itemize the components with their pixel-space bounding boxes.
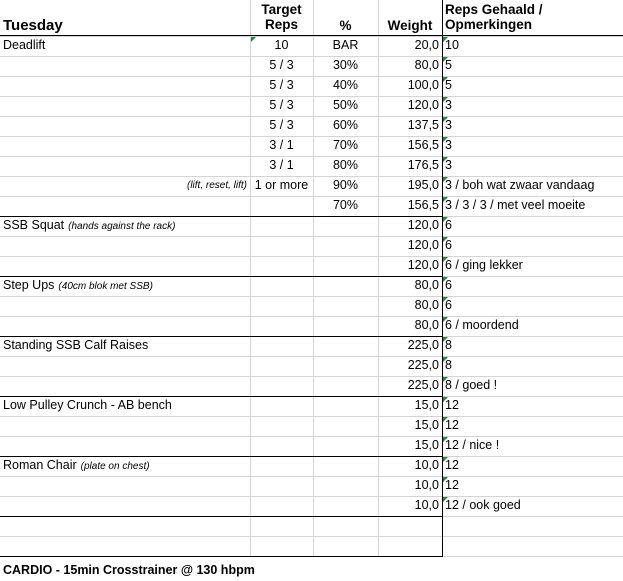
- result-cell[interactable]: 6: [445, 218, 452, 232]
- target-reps-cell[interactable]: 5 / 3: [269, 118, 294, 132]
- weight-cell[interactable]: 120,0: [407, 218, 439, 232]
- result-cell[interactable]: 6 / moordend: [445, 318, 519, 332]
- block-separator: [0, 516, 442, 517]
- weight-cell[interactable]: 225,0: [407, 358, 439, 372]
- sheet-title: Tuesday: [3, 17, 63, 34]
- result-cell[interactable]: 3: [445, 118, 452, 132]
- comment-marker: [443, 237, 448, 242]
- weight-cell[interactable]: 10,0: [414, 498, 439, 512]
- comment-marker: [251, 37, 256, 42]
- comment-marker: [443, 457, 448, 462]
- percent-cell[interactable]: 50%: [332, 98, 359, 112]
- weight-cell[interactable]: 156,5: [407, 138, 439, 152]
- exercise-name[interactable]: [0, 456, 250, 476]
- comment-marker: [443, 277, 448, 282]
- result-cell[interactable]: 3 / 3 / 3 / met veel moeite: [445, 198, 586, 212]
- result-cell[interactable]: 5: [445, 78, 452, 92]
- target-reps-cell[interactable]: 5 / 3: [269, 78, 294, 92]
- exercise-name[interactable]: [0, 336, 250, 356]
- result-cell[interactable]: 6: [445, 298, 452, 312]
- weight-cell[interactable]: 15,0: [414, 398, 439, 412]
- comment-marker: [443, 77, 448, 82]
- result-cell[interactable]: 12 / nice !: [445, 438, 500, 452]
- exercise-note: (hands against the rack): [68, 221, 176, 232]
- weight-cell[interactable]: 10,0: [414, 458, 439, 472]
- target-reps-cell[interactable]: 5 / 3: [269, 98, 294, 112]
- comment-marker: [443, 57, 448, 62]
- header-weight: Weight: [387, 18, 433, 33]
- weight-cell[interactable]: 225,0: [407, 378, 439, 392]
- weight-cell[interactable]: 10,0: [414, 478, 439, 492]
- comment-marker: [443, 337, 448, 342]
- target-reps-cell[interactable]: 1 or more: [254, 178, 309, 192]
- exercise-name[interactable]: [0, 396, 250, 416]
- weight-cell[interactable]: 80,0: [414, 298, 439, 312]
- weight-cell[interactable]: 137,5: [407, 118, 439, 132]
- result-cell[interactable]: 12: [445, 458, 459, 472]
- result-cell[interactable]: 6: [445, 278, 452, 292]
- comment-marker: [443, 257, 448, 262]
- target-reps-cell[interactable]: 3 / 1: [269, 158, 294, 172]
- comment-marker: [443, 37, 448, 42]
- target-reps-cell[interactable]: 3 / 1: [269, 138, 294, 152]
- percent-cell[interactable]: 70%: [332, 198, 359, 212]
- weight-cell[interactable]: 120,0: [407, 98, 439, 112]
- weight-cell[interactable]: 80,0: [414, 318, 439, 332]
- comment-marker: [443, 437, 448, 442]
- weight-cell[interactable]: 120,0: [407, 238, 439, 252]
- result-cell[interactable]: 3: [445, 138, 452, 152]
- result-cell[interactable]: 6 / ging lekker: [445, 258, 523, 272]
- percent-cell[interactable]: 60%: [332, 118, 359, 132]
- comment-marker: [443, 217, 448, 222]
- side-note[interactable]: (lift, reset, lift): [186, 180, 247, 191]
- weight-cell[interactable]: 225,0: [407, 338, 439, 352]
- comment-marker: [443, 477, 448, 482]
- comment-marker: [443, 97, 448, 102]
- result-cell[interactable]: 12 / ook goed: [445, 498, 521, 512]
- comment-marker: [443, 417, 448, 422]
- comment-marker: [443, 297, 448, 302]
- weight-cell[interactable]: 176,5: [407, 158, 439, 172]
- exercise-label: Step Ups: [3, 278, 55, 292]
- weight-cell[interactable]: 80,0: [414, 278, 439, 292]
- percent-cell[interactable]: BAR: [332, 38, 359, 52]
- result-cell[interactable]: 8: [445, 338, 452, 352]
- comment-marker: [443, 497, 448, 502]
- exercise-label: Low Pulley Crunch - AB bench: [3, 398, 172, 412]
- weight-cell[interactable]: 120,0: [407, 258, 439, 272]
- gridline-h: [0, 536, 623, 537]
- result-cell[interactable]: 12: [445, 478, 459, 492]
- comment-marker: [443, 397, 448, 402]
- comment-marker: [443, 197, 448, 202]
- weight-cell[interactable]: 80,0: [414, 58, 439, 72]
- result-cell[interactable]: 12: [445, 398, 459, 412]
- percent-cell[interactable]: 70%: [332, 138, 359, 152]
- result-cell[interactable]: 12: [445, 418, 459, 432]
- exercise-label: Deadlift: [3, 38, 46, 52]
- exercise-name[interactable]: [0, 36, 250, 56]
- comment-marker: [443, 177, 448, 182]
- comment-marker: [443, 377, 448, 382]
- exercise-label: Standing SSB Calf Raises: [3, 338, 149, 352]
- exercise-label: SSB Squat: [3, 218, 65, 232]
- percent-cell[interactable]: 40%: [332, 78, 359, 92]
- weight-cell[interactable]: 15,0: [414, 438, 439, 452]
- result-cell[interactable]: 3: [445, 98, 452, 112]
- result-cell[interactable]: 5: [445, 58, 452, 72]
- header-target-reps: Target Reps: [261, 2, 302, 32]
- result-cell[interactable]: 8 / goed !: [445, 378, 498, 392]
- exercise-note: (40cm blok met SSB): [58, 281, 153, 292]
- exercise-label: Roman Chair: [3, 458, 77, 472]
- weight-cell[interactable]: 156,5: [407, 198, 439, 212]
- comment-marker: [443, 157, 448, 162]
- result-cell[interactable]: 6: [445, 238, 452, 252]
- weight-cell[interactable]: 20,0: [414, 38, 439, 52]
- comment-marker: [443, 357, 448, 362]
- comment-marker: [443, 317, 448, 322]
- exercise-name[interactable]: [0, 276, 250, 296]
- result-cell[interactable]: 10: [445, 38, 459, 52]
- comment-marker: [443, 117, 448, 122]
- weight-cell[interactable]: 15,0: [414, 418, 439, 432]
- cardio-label[interactable]: CARDIO - 15min Crosstrainer @ 130 hbpm: [3, 563, 255, 577]
- target-reps-cell[interactable]: 5 / 3: [269, 58, 294, 72]
- result-cell[interactable]: 3 / boh wat zwaar vandaag: [445, 178, 595, 192]
- exercise-name[interactable]: [0, 216, 250, 236]
- target-reps-cell[interactable]: 10: [274, 38, 289, 52]
- result-cell[interactable]: 8: [445, 358, 452, 372]
- weight-cell[interactable]: 195,0: [407, 178, 439, 192]
- weight-cell[interactable]: 100,0: [407, 78, 439, 92]
- percent-cell[interactable]: 30%: [332, 58, 359, 72]
- header-notes: Reps Gehaald / Opmerkingen: [445, 2, 543, 32]
- comment-marker: [443, 137, 448, 142]
- exercise-note: (plate on chest): [80, 461, 150, 472]
- result-cell[interactable]: 3: [445, 158, 452, 172]
- percent-cell[interactable]: 80%: [332, 158, 359, 172]
- percent-cell[interactable]: 90%: [332, 178, 359, 192]
- header-percent: %: [339, 18, 352, 33]
